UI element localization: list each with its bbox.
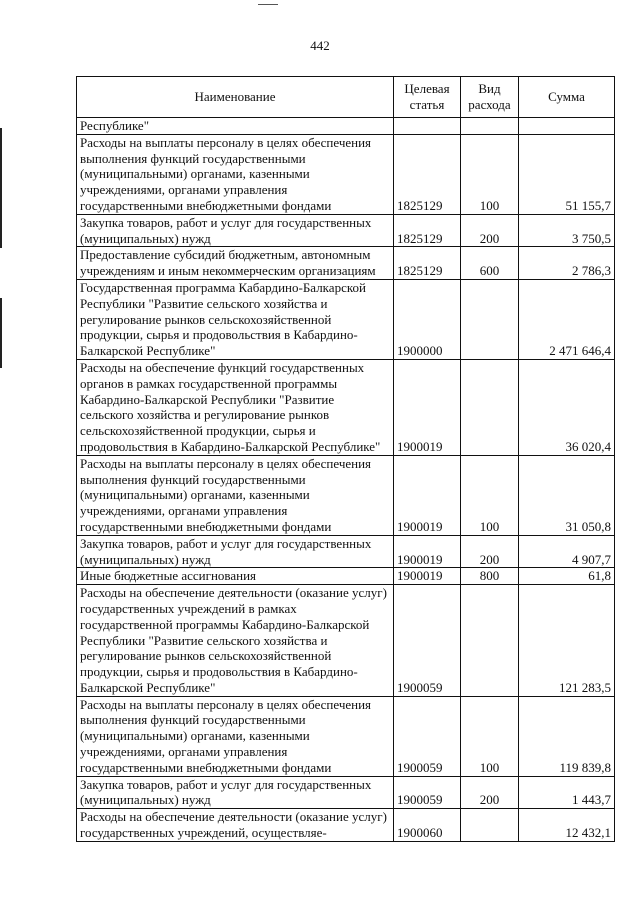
table-row: [77, 568, 615, 585]
row-article: 1900019: [394, 568, 461, 585]
table-row: [77, 214, 615, 247]
row-name: Предоставление субсидий бюджетным, автономным учреждениям и иным некоммерческим организациям: [77, 247, 394, 280]
row-sum: 121 283,5: [519, 585, 615, 697]
row-sum: 2 471 646,4: [519, 279, 615, 359]
header-expense-type: Вид расхода: [461, 77, 519, 118]
row-sum: 119 839,8: [519, 696, 615, 776]
row-sum: 3 750,5: [519, 214, 615, 247]
table-row: [77, 585, 615, 697]
table-row: [77, 776, 615, 809]
table-row: [77, 809, 615, 842]
header-article: Целевая статья: [394, 77, 461, 118]
row-name: Закупка товаров, работ и услуг для государственных (муниципальных) нужд: [77, 535, 394, 568]
table-row: [77, 535, 615, 568]
row-article: 1900019: [394, 455, 461, 535]
row-article: 1900000: [394, 279, 461, 359]
row-expense-type: [461, 809, 519, 842]
row-expense-type: 100: [461, 455, 519, 535]
row-expense-type: 200: [461, 214, 519, 247]
row-article: 1900059: [394, 776, 461, 809]
row-sum: 4 907,7: [519, 535, 615, 568]
header-sum: Сумма: [519, 77, 615, 118]
table-row: [77, 696, 615, 776]
row-expense-type: 200: [461, 776, 519, 809]
row-article: 1825129: [394, 134, 461, 214]
header-name: Наименование: [77, 77, 394, 118]
page-number: 442: [310, 38, 330, 53]
binding-margin-line: [0, 298, 2, 368]
row-name: Расходы на обеспечение функций государственных органов в рамках государственной программы Кабардино-Балкарской Республики "Развитие сельского хозяйства и регулирование рынков сельскохозяйственной продукции, сырья и продовольствия в Кабардино-Балкарской Республике": [77, 359, 394, 455]
table-row: [77, 247, 615, 280]
table-row: [77, 455, 615, 535]
row-article: 1900019: [394, 359, 461, 455]
row-expense-type: 600: [461, 247, 519, 280]
table-header-row: [77, 77, 615, 118]
row-expense-type: 100: [461, 134, 519, 214]
row-sum: 31 050,8: [519, 455, 615, 535]
row-name: Расходы на выплаты персоналу в целях обеспечения выполнения функций государственными (муниципальными) органами, казенными учреждениями, органами управления государственными внебюджетными фондами: [77, 696, 394, 776]
row-article: 1825129: [394, 214, 461, 247]
row-expense-type: [461, 585, 519, 697]
row-name: Расходы на выплаты персоналу в целях обеспечения выполнения функций государственными (муниципальными) органами, казенными учреждениями, органами управления государственными внебюджетными фондами: [77, 134, 394, 214]
row-expense-type: [461, 118, 519, 135]
row-name: Закупка товаров, работ и услуг для государственных (муниципальных) нужд: [77, 214, 394, 247]
row-sum: 61,8: [519, 568, 615, 585]
row-article: 1825129: [394, 247, 461, 280]
row-article: 1900059: [394, 696, 461, 776]
row-sum: 36 020,4: [519, 359, 615, 455]
table-row: [77, 279, 615, 359]
row-name: Государственная программа Кабардино-Балкарской Республики "Развитие сельского хозяйства и регулирование рынков сельскохозяйственной продукции, сырья и продовольствия в Кабардино-Балкарской Республике": [77, 279, 394, 359]
row-sum: 12 432,1: [519, 809, 615, 842]
row-name: Закупка товаров, работ и услуг для государственных (муниципальных) нужд: [77, 776, 394, 809]
table-row: [77, 134, 615, 214]
row-article: 1900060: [394, 809, 461, 842]
row-expense-type: 100: [461, 696, 519, 776]
row-expense-type: [461, 359, 519, 455]
row-sum: 51 155,7: [519, 134, 615, 214]
table-row: [77, 359, 615, 455]
scan-artifact-mark: [258, 4, 278, 5]
table-row: [77, 118, 615, 135]
row-name: Расходы на обеспечение деятельности (оказание услуг) государственных учреждений в рамках государственной программы Кабардино-Балкарской Республики "Развитие сельского хозяйства и регулирование рынков сельскохозяйственной продукции, сырья и продовольствия в Кабардино-Балкарской Республике": [77, 585, 394, 697]
row-sum: 1 443,7: [519, 776, 615, 809]
row-sum: [519, 118, 615, 135]
binding-margin-line: [0, 128, 2, 248]
budget-table: [76, 76, 615, 842]
row-sum: 2 786,3: [519, 247, 615, 280]
row-name: Республике": [77, 118, 394, 135]
row-article: 1900019: [394, 535, 461, 568]
row-expense-type: [461, 279, 519, 359]
row-article: 1900059: [394, 585, 461, 697]
row-expense-type: 800: [461, 568, 519, 585]
row-name: Расходы на обеспечение деятельности (оказание услуг) государственных учреждений, осуществляе-: [77, 809, 394, 842]
row-name: Расходы на выплаты персоналу в целях обеспечения выполнения функций государственными (муниципальными) органами, казенными учреждениями, органами управления государственными внебюджетными фондами: [77, 455, 394, 535]
row-article: [394, 118, 461, 135]
row-name: Иные бюджетные ассигнования: [77, 568, 394, 585]
row-expense-type: 200: [461, 535, 519, 568]
